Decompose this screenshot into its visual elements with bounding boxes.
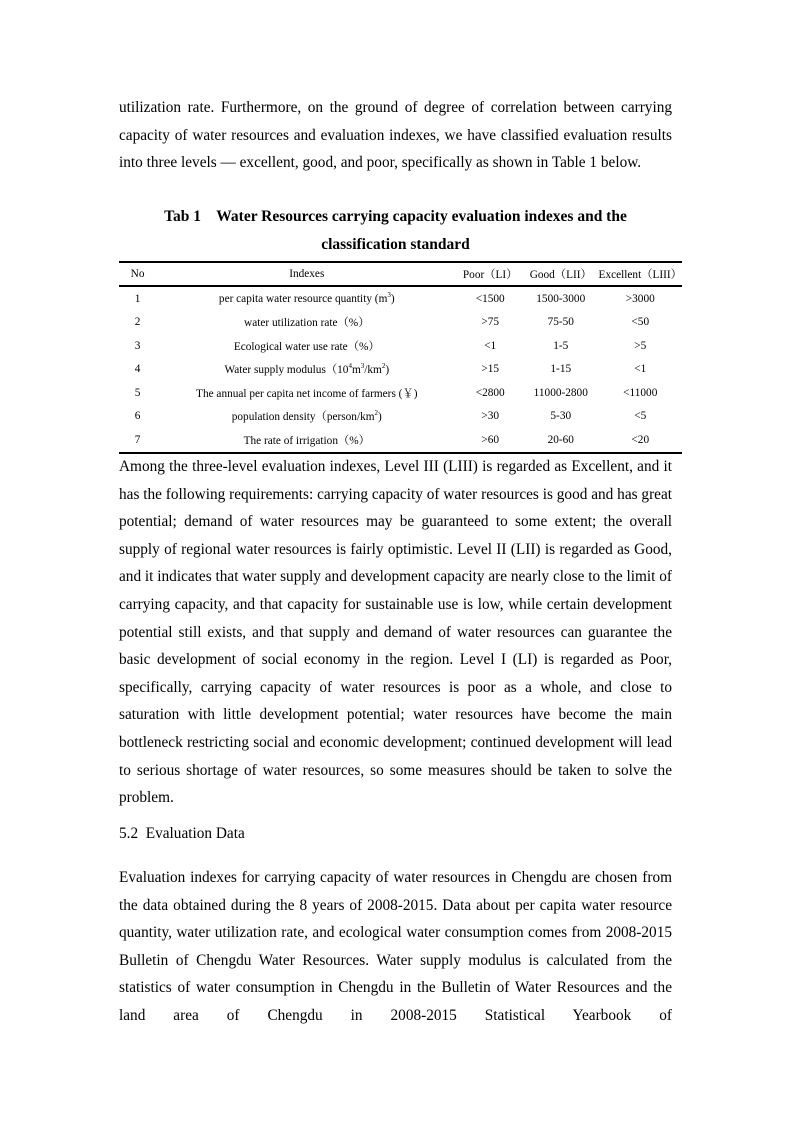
table-row	[119, 428, 682, 453]
header-indexes: Indexes	[289, 268, 325, 280]
paragraph-evaluation-data: Evaluation indexes for carrying capacity of water resources in Chengdu are chosen from the data obtained during the 8 years of 2008-2015. Data about per capita water resource quantity, water utilization rate, and ecological water consumption comes from 2008-2015 Bulletin of Chengdu Water Resources. Water supply modulus is calculated from the statistics of water consumption in Chengdu in the Bulletin of Water Resources and the land area of Chengdu in 2008-2015 Statistical Yearbook of	[119, 869, 672, 1024]
paragraph-intro: utilization rate. Furthermore, on the ground of degree of correlation between carrying capacity of water resources and evaluation indexes, we have classified evaluation results into three levels — excellent, good, and poor, specifically as shown in Table 1 below.	[119, 99, 672, 172]
cell-good: 11000-2800	[533, 386, 588, 399]
cell-index: Water supply $modulus(10^4m^3/km^2)$	[224, 362, 390, 377]
cell-good: 75-50	[547, 316, 574, 329]
cell-no: 6	[134, 410, 141, 423]
cell-excellent: <20	[631, 433, 650, 446]
evaluation-standard-table	[119, 261, 682, 454]
cell-good: 20-60	[547, 433, 574, 446]
table-row	[119, 311, 682, 335]
cell-excellent: <1	[634, 363, 647, 376]
cell-no: 2	[134, 316, 141, 329]
cell-index: Ecological water use rate（%）	[233, 340, 380, 353]
table-row	[119, 381, 682, 405]
cell-no: 1	[134, 292, 141, 305]
cell-excellent: <5	[634, 410, 647, 423]
table-row	[119, 405, 682, 429]
cell-excellent: <11000	[623, 386, 658, 399]
table-row	[119, 334, 682, 358]
paragraph-levels: Among the three-level evaluation indexes, Level III (LIII) is regarded as Excellent, and it has the following requirements: carrying capacity of water resources is good and has great potential; demand of water resources may be guaranteed to some extent; the overall supply of regional water resources is fairly optimistic. Level II (LII) is regarded as Good, and it indicates that water supply and development capacity are nearly close to the limit of carrying capacity, and that capacity for sustainable use is low, while certain development potential still exists, and that supply and demand of water resources can guarantee the basic development of social economy in the region. Level I (LI) is regarded as Poor, specifically, carrying capacity of water resources is poor as a whole, and close to saturation with little development potential; water resources have become the main bottleneck restricting social and economic development; continued development will lead to serious shortage of water resources, so some measures should be taken to solve the problem.	[119, 458, 672, 807]
table-caption-line2: classification standard	[321, 236, 470, 253]
cell-no: 3	[134, 339, 141, 352]
cell-excellent: <50	[631, 316, 650, 329]
section-heading: 5.2 Evaluation Data	[119, 825, 245, 842]
cell-index: population $density(person/km^2)$	[231, 409, 382, 424]
table-caption	[119, 203, 672, 259]
cell-index: water utilization rate（%）	[244, 317, 370, 330]
cell-poor: <2800	[475, 386, 505, 399]
header-no: No	[130, 268, 145, 280]
cell-poor: >15	[481, 363, 500, 376]
cell-poor: >75	[481, 316, 500, 329]
cell-index: per capita water resource quantity $(m^3)$	[218, 290, 395, 305]
cell-good: 1500-3000	[536, 292, 586, 305]
cell-excellent: >3000	[625, 292, 655, 305]
cell-no: 7	[134, 433, 141, 446]
cell-excellent: >5	[634, 339, 647, 352]
cell-poor: >60	[481, 433, 500, 446]
table-caption-line1: Tab 1 Water Resources carrying capacity evaluation indexes and the	[164, 208, 627, 225]
cell-good: 1-15	[550, 363, 572, 376]
cell-poor: >30	[481, 410, 500, 423]
cell-no: 4	[134, 363, 141, 376]
cell-poor: <1500	[475, 292, 505, 305]
cell-good: 5-30	[550, 410, 572, 423]
cell-poor: <1	[484, 339, 497, 352]
cell-index: The annual per capita net income of farmers (￥)	[196, 387, 418, 400]
header-poor: Poor（LI）	[462, 269, 518, 281]
table-row	[119, 358, 682, 382]
header-excellent: Excellent（LIII）	[598, 269, 682, 281]
cell-index: The rate of irrigation（%）	[243, 434, 370, 447]
table-header-row	[119, 262, 682, 286]
header-good: Good（LII）	[529, 269, 592, 281]
table-row	[119, 286, 682, 311]
cell-no: 5	[134, 386, 141, 399]
cell-good: 1-5	[553, 339, 569, 352]
